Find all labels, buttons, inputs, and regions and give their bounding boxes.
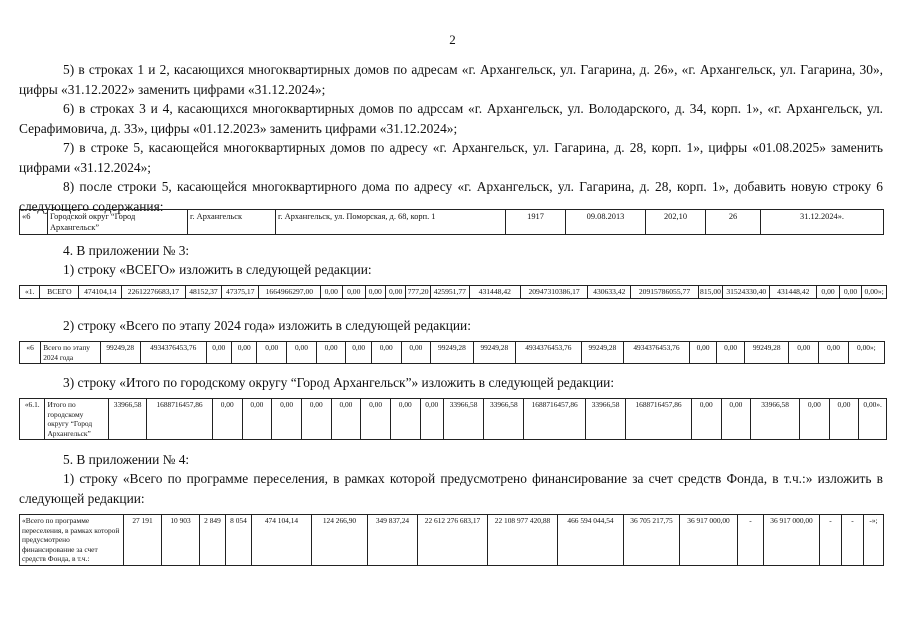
new-row-6-table bbox=[19, 209, 884, 235]
table-cell: 0,00 bbox=[242, 399, 272, 440]
table-cell: 0,00 bbox=[272, 399, 302, 440]
table-cell: 431448,42 bbox=[770, 286, 817, 299]
table-cell: 1664966297,00 bbox=[259, 286, 320, 299]
section-4-item-3: 3) строку «Итого по городскому округу “Город Архангельск”» изложить в следующей редакции: bbox=[63, 375, 615, 390]
table-cell: 0,00 bbox=[301, 399, 331, 440]
table-cell: 0,00 bbox=[420, 399, 443, 440]
table-cell: - bbox=[820, 515, 842, 566]
total-row-table bbox=[19, 285, 887, 299]
table-row bbox=[20, 399, 887, 440]
table-cell: 26 bbox=[706, 210, 761, 235]
table-cell: «6 bbox=[20, 210, 48, 235]
table-cell: 0,00». bbox=[859, 399, 887, 440]
section-4-item-1: 1) строку «ВСЕГО» изложить в следующей редакции: bbox=[63, 262, 372, 277]
table-cell: 1917 bbox=[506, 210, 566, 235]
table-cell: 815,00 bbox=[698, 286, 723, 299]
table-cell: 33966,58 bbox=[109, 399, 147, 440]
paragraph-item-8: 8) после строки 5, касающейся многоквартирного дома по адресу «г. Архангельск, ул. Гагарина, д. 28, корп. 1», добавить новую строку 6 следующего содержания: bbox=[19, 179, 883, 214]
table-cell: 0,00 bbox=[361, 399, 391, 440]
table-cell: 36 917 000,00 bbox=[764, 515, 820, 566]
table-cell: 0,00 bbox=[206, 342, 231, 364]
table-cell: 431448,42 bbox=[469, 286, 520, 299]
table-cell: 33966,58 bbox=[443, 399, 483, 440]
table-cell: 0,00 bbox=[287, 342, 317, 364]
table-cell: 09.08.2013 bbox=[566, 210, 646, 235]
table-cell: 0,00 bbox=[717, 342, 745, 364]
program-total-row-table bbox=[19, 514, 884, 566]
stage-2024-row-table bbox=[19, 341, 885, 364]
table-cell: 27 191 bbox=[124, 515, 162, 566]
table-row bbox=[20, 286, 887, 299]
table-cell: «Всего по программе переселения, в рамках которой предусмотрено финансирование за счет средств Фонда, в т.ч.: bbox=[20, 515, 124, 566]
table-cell: 430633,42 bbox=[588, 286, 631, 299]
table-cell: 22 612 276 683,17 bbox=[418, 515, 488, 566]
table-cell: «6.1. bbox=[20, 399, 45, 440]
table-cell: 0,00 bbox=[789, 342, 819, 364]
table-cell: 31524330,40 bbox=[723, 286, 770, 299]
table-cell: - bbox=[842, 515, 864, 566]
table-cell: Итого по городскому округу “Город Архангельск” bbox=[45, 399, 109, 440]
table-cell: 99249,28 bbox=[473, 342, 515, 364]
table-cell: 0,00 bbox=[316, 342, 346, 364]
paragraph-item-5: 5) в строках 1 и 2, касающихся многоквартирных домов по адресам «г. Архангельск, ул. Гагарина, д. 26», «г. Архангельск, ул. Гагарина, 30», цифры «31.12.2022» заменить цифрами «31.12.2024»; bbox=[19, 62, 883, 97]
table-cell: 20947310386,17 bbox=[520, 286, 587, 299]
table-cell: 0,00 bbox=[331, 399, 361, 440]
table-cell: 33966,58 bbox=[484, 399, 524, 440]
table-cell: 349 837,24 bbox=[368, 515, 418, 566]
table-cell: 0,00 bbox=[231, 342, 256, 364]
table-cell: 33966,58 bbox=[585, 399, 625, 440]
table-cell: 0,00 bbox=[799, 399, 829, 440]
page-number: 2 bbox=[449, 32, 456, 47]
table-cell: 33966,58 bbox=[751, 399, 800, 440]
table-cell: 0,00 bbox=[365, 286, 385, 299]
table-cell: 0,00 bbox=[371, 342, 401, 364]
table-cell: 10 903 bbox=[162, 515, 200, 566]
table-cell: 202,10 bbox=[646, 210, 706, 235]
table-cell: 0,00 bbox=[390, 399, 420, 440]
table-cell: -»; bbox=[864, 515, 884, 566]
table-cell: ВСЕГО bbox=[40, 286, 79, 299]
table-cell: 1688716457,86 bbox=[626, 399, 692, 440]
table-cell: 124 266,90 bbox=[312, 515, 368, 566]
table-cell: 4934376453,76 bbox=[140, 342, 206, 364]
table-cell: 0,00 bbox=[212, 399, 242, 440]
table-cell: 4934376453,76 bbox=[516, 342, 582, 364]
section-5-item-1: 1) строку «Всего по программе переселения, в рамках которой предусмотрено финансирование за счет средств Фонда, в т.ч.:» изложить в следующей редакции: bbox=[19, 471, 883, 506]
table-cell: 0,00 bbox=[691, 399, 721, 440]
table-cell: 1688716457,86 bbox=[147, 399, 213, 440]
table-cell: 0,00 bbox=[721, 399, 751, 440]
table-row bbox=[20, 210, 884, 235]
section-5-heading: 5. В приложении № 4: bbox=[63, 452, 190, 467]
section-4-heading: 4. В приложении № 3: bbox=[63, 243, 190, 258]
table-cell: «6 bbox=[20, 342, 41, 364]
table-cell: 99249,28 bbox=[431, 342, 473, 364]
table-cell: 36 917 000,00 bbox=[680, 515, 738, 566]
table-cell: 22 108 977 420,88 bbox=[488, 515, 558, 566]
table-cell: 99249,28 bbox=[100, 342, 140, 364]
table-cell: 474 104,14 bbox=[252, 515, 312, 566]
table-cell: 48152,37 bbox=[185, 286, 222, 299]
table-row bbox=[20, 342, 885, 364]
paragraph-item-7: 7) в строке 5, касающейся многоквартирных домов по адресу «г. Архангельск, ул. Гагарина, д. 28, корп. 1», цифры «01.08.2025» заменить цифрами «31.12.2024»; bbox=[19, 140, 883, 175]
table-cell: 0,00 bbox=[320, 286, 342, 299]
table-cell: 0,00 bbox=[817, 286, 839, 299]
table-cell: 0,00 bbox=[346, 342, 371, 364]
table-cell: 4934376453,76 bbox=[624, 342, 690, 364]
table-cell: 0,00»; bbox=[848, 342, 884, 364]
table-cell: «1. bbox=[20, 286, 40, 299]
table-cell: - bbox=[738, 515, 764, 566]
table-cell: г. Архангельск bbox=[188, 210, 276, 235]
table-cell: Городской округ “Город Архангельск” bbox=[48, 210, 188, 235]
table-cell: 777,20 bbox=[406, 286, 431, 299]
table-cell: 0,00 bbox=[401, 342, 431, 364]
table-cell: 466 594 044,54 bbox=[558, 515, 624, 566]
table-row bbox=[20, 515, 884, 566]
table-cell: Всего по этапу 2024 года bbox=[41, 342, 100, 364]
table-cell: 99249,28 bbox=[581, 342, 623, 364]
table-cell: 1688716457,86 bbox=[524, 399, 585, 440]
table-cell: 0,00 bbox=[257, 342, 287, 364]
table-cell: 36 705 217,75 bbox=[624, 515, 680, 566]
table-cell: 0,00 bbox=[819, 342, 849, 364]
table-cell: 0,00 bbox=[839, 286, 861, 299]
table-cell: 0,00 bbox=[343, 286, 365, 299]
table-cell: 31.12.2024». bbox=[761, 210, 884, 235]
table-cell: г. Архангельск, ул. Поморская, д. 68, корп. 1 bbox=[276, 210, 506, 235]
table-cell: 99249,28 bbox=[744, 342, 789, 364]
table-cell: 425951,77 bbox=[430, 286, 469, 299]
table-cell: 47375,17 bbox=[222, 286, 259, 299]
section-4-item-2: 2) строку «Всего по этапу 2024 года» изложить в следующей редакции: bbox=[63, 318, 471, 333]
city-total-row-table bbox=[19, 398, 887, 440]
table-cell: 474104,14 bbox=[79, 286, 122, 299]
table-cell: 2 849 bbox=[200, 515, 226, 566]
table-cell: 0,00 bbox=[829, 399, 859, 440]
table-cell: 0,00 bbox=[385, 286, 405, 299]
table-cell: 0,00 bbox=[689, 342, 717, 364]
table-cell: 8 054 bbox=[226, 515, 252, 566]
paragraph-item-6: 6) в строках 3 и 4, касающихся многоквартирных домов по адрссам «г. Архангельск, ул. Володарского, д. 34, корп. 1», «г. Архангельск, ул. Серафимовича, д. 33», цифры «01.12.2023» заменить цифрами «31.12.2024»; bbox=[19, 101, 883, 136]
table-cell: 0,00»; bbox=[862, 286, 887, 299]
table-cell: 20915786055,77 bbox=[631, 286, 698, 299]
table-cell: 22612276683,17 bbox=[122, 286, 185, 299]
